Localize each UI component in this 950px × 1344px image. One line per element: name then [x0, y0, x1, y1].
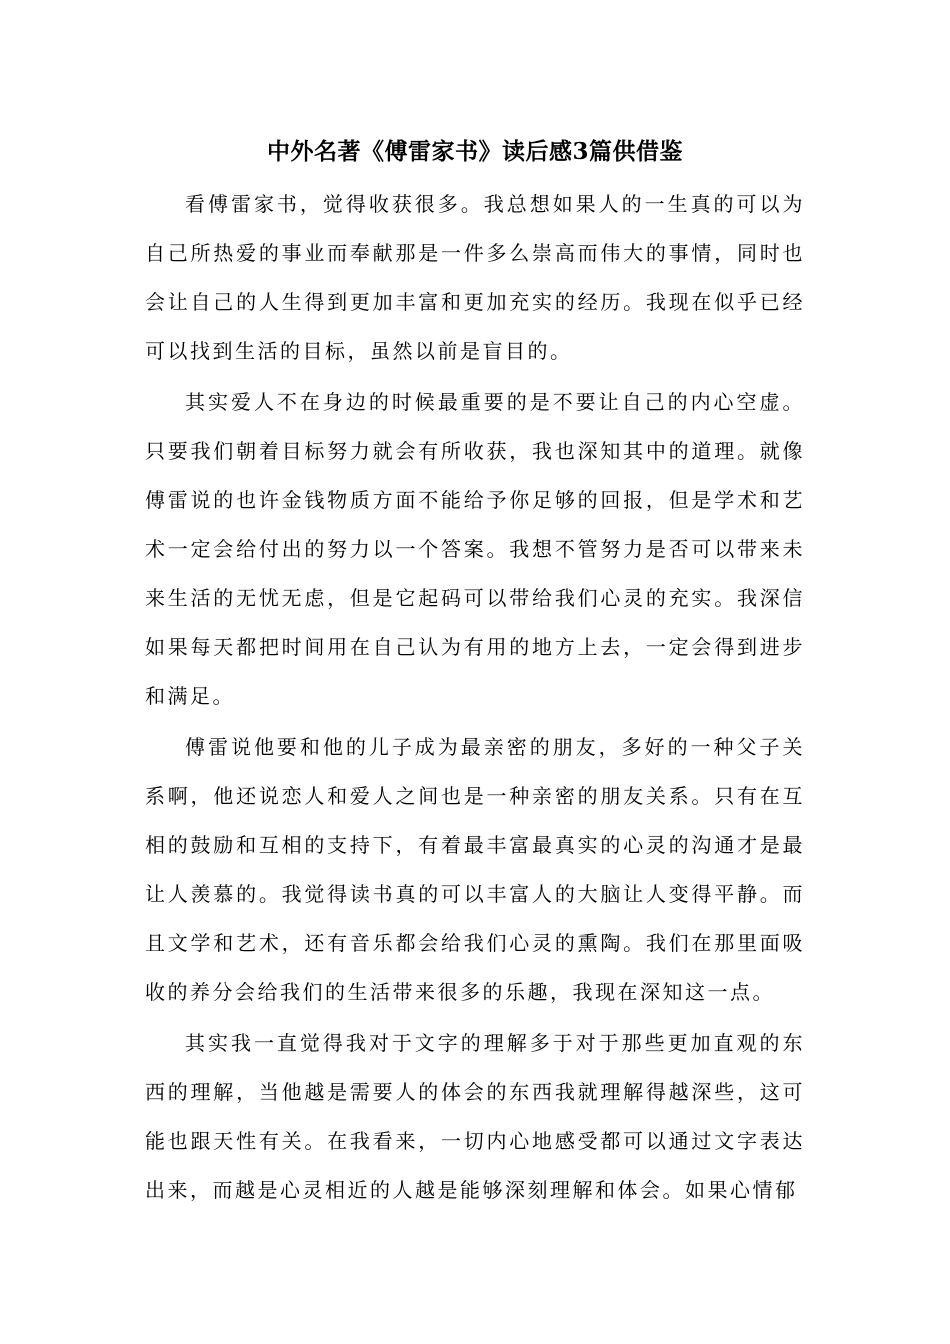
paragraph-3: 傅雷说他要和他的儿子成为最亲密的朋友，多好的一种父子关系啊，他还说恋人和爱人之间也是一种亲密的朋友关系。只有在互相的鼓励和互相的支持下，有着最丰富最真实的心灵的沟通才是最让人羡慕的。我觉得读书真的可以丰富人的大脑让人变得平静。而且文学和艺术，还有音乐都会给我们心灵的熏陶。我们在那里面吸收的养分会给我们的生活带来很多的乐趣，我现在深知这一点。 [145, 735, 805, 1004]
document-body [145, 180, 805, 1215]
paragraph-4: 其实我一直觉得我对于文字的理解多于对于那些更加直观的东西的理解，当他越是需要人的体会的东西我就理解得越深些，这可能也跟天性有关。在我看来，一切内心地感受都可以通过文字表达出来，而越是心灵相近的人越是能够深刻理解和体会。如果心情郁 [145, 1031, 805, 1202]
paragraph-2: 其实爱人不在身边的时候最重要的是不要让自己的内心空虚。只要我们朝着目标努力就会有所收获，我也深知其中的道理。就像傅雷说的也许金钱物质方面不能给予你足够的回报，但是学术和艺术一定会给付出的努力以一个答案。我想不管努力是否可以带来未来生活的无忧无虑，但是它起码可以带给我们心灵的充实。我深信如果每天都把时间用在自己认为有用的地方上去，一定会得到进步和满足。 [145, 390, 805, 708]
document-title: 中外名著《傅雷家书》读后感3篇供借鉴 [266, 138, 683, 165]
paragraph-1: 看傅雷家书，觉得收获很多。我总想如果人的一生真的可以为自己所热爱的事业而奉献那是一件多么崇高而伟大的事情，同时也会让自己的人生得到更加丰富和更加充实的经历。我现在似乎已经可以找到生活的目标，虽然以前是盲目的。 [145, 192, 805, 363]
